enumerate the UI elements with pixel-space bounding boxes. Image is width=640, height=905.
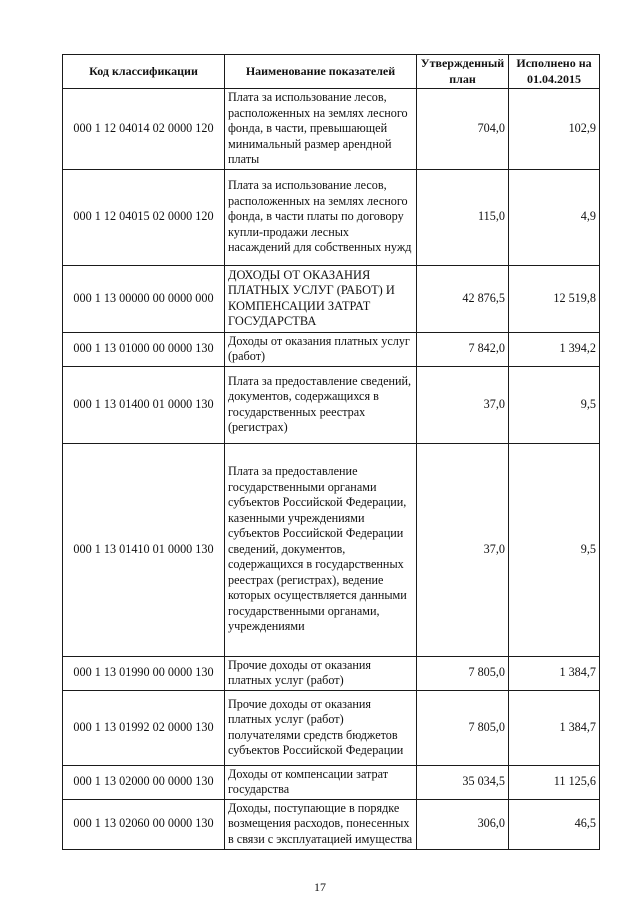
header-name: Наименование показателей bbox=[225, 55, 417, 89]
row-executed: 11 125,6 bbox=[509, 765, 600, 799]
row-plan: 42 876,5 bbox=[417, 265, 509, 332]
row-code: 000 1 13 00000 00 0000 000 bbox=[63, 265, 225, 332]
row-plan: 704,0 bbox=[417, 89, 509, 170]
row-executed: 9,5 bbox=[509, 443, 600, 656]
row-name: Плата за использование лесов, расположенных на землях лесного фонда, в части платы по договору купли-продажи лесных насаждений для собственных нужд bbox=[225, 169, 417, 265]
table-row bbox=[63, 765, 600, 799]
row-executed: 9,5 bbox=[509, 366, 600, 443]
row-plan: 37,0 bbox=[417, 366, 509, 443]
header-approved-plan: Утвержденный план bbox=[417, 55, 509, 89]
row-name: Доходы, поступающие в порядке возмещения расходов, понесенных в связи с эксплуатацией имущества bbox=[225, 799, 417, 849]
row-name: Плата за использование лесов, расположенных на землях лесного фонда, в части, превышающей минимальный размер арендной платы bbox=[225, 89, 417, 170]
row-plan: 7 842,0 bbox=[417, 332, 509, 366]
row-name: Прочие доходы от оказания платных услуг (работ) bbox=[225, 656, 417, 690]
row-executed: 102,9 bbox=[509, 89, 600, 170]
row-plan: 7 805,0 bbox=[417, 690, 509, 765]
table-row bbox=[63, 366, 600, 443]
row-code: 000 1 12 04014 02 0000 120 bbox=[63, 89, 225, 170]
row-executed: 1 384,7 bbox=[509, 656, 600, 690]
table-row bbox=[63, 443, 600, 656]
header-code: Код классификации bbox=[63, 55, 225, 89]
row-code: 000 1 13 01410 01 0000 130 bbox=[63, 443, 225, 656]
row-code: 000 1 13 02000 00 0000 130 bbox=[63, 765, 225, 799]
row-plan: 7 805,0 bbox=[417, 656, 509, 690]
table-header-row bbox=[63, 55, 600, 89]
table-row bbox=[63, 690, 600, 765]
header-executed: Исполнено на 01.04.2015 bbox=[509, 55, 600, 89]
row-name: Доходы от оказания платных услуг (работ) bbox=[225, 332, 417, 366]
row-name: Доходы от компенсации затрат государства bbox=[225, 765, 417, 799]
row-plan: 35 034,5 bbox=[417, 765, 509, 799]
table-row bbox=[63, 169, 600, 265]
row-plan: 115,0 bbox=[417, 169, 509, 265]
budget-table bbox=[62, 54, 600, 850]
row-plan: 37,0 bbox=[417, 443, 509, 656]
row-code: 000 1 13 02060 00 0000 130 bbox=[63, 799, 225, 849]
table-row bbox=[63, 89, 600, 170]
row-name: Плата за предоставление государственными органами субъектов Российской Федерации, казенными учреждениями субъектов Российской Федерации сведений, документов, содержащихся в государственных реестрах (регистрах), ведение которых осуществляется данными государственными органами, учреждениями bbox=[225, 443, 417, 656]
row-executed: 1 394,2 bbox=[509, 332, 600, 366]
row-executed: 46,5 bbox=[509, 799, 600, 849]
row-plan: 306,0 bbox=[417, 799, 509, 849]
row-name: Прочие доходы от оказания платных услуг (работ) получателями средств бюджетов субъектов Российской Федерации bbox=[225, 690, 417, 765]
row-code: 000 1 13 01992 02 0000 130 bbox=[63, 690, 225, 765]
row-code: 000 1 12 04015 02 0000 120 bbox=[63, 169, 225, 265]
page-number: 17 bbox=[314, 880, 326, 894]
table-row bbox=[63, 332, 600, 366]
row-executed: 1 384,7 bbox=[509, 690, 600, 765]
row-executed: 12 519,8 bbox=[509, 265, 600, 332]
table-row bbox=[63, 656, 600, 690]
row-code: 000 1 13 01000 00 0000 130 bbox=[63, 332, 225, 366]
row-name: ДОХОДЫ ОТ ОКАЗАНИЯ ПЛАТНЫХ УСЛУГ (РАБОТ) И КОМПЕНСАЦИИ ЗАТРАТ ГОСУДАРСТВА bbox=[225, 265, 417, 332]
row-code: 000 1 13 01990 00 0000 130 bbox=[63, 656, 225, 690]
row-executed: 4,9 bbox=[509, 169, 600, 265]
table-row bbox=[63, 265, 600, 332]
table-row bbox=[63, 799, 600, 849]
row-name: Плата за предоставление сведений, документов, содержащихся в государственных реестрах (регистрах) bbox=[225, 366, 417, 443]
row-code: 000 1 13 01400 01 0000 130 bbox=[63, 366, 225, 443]
